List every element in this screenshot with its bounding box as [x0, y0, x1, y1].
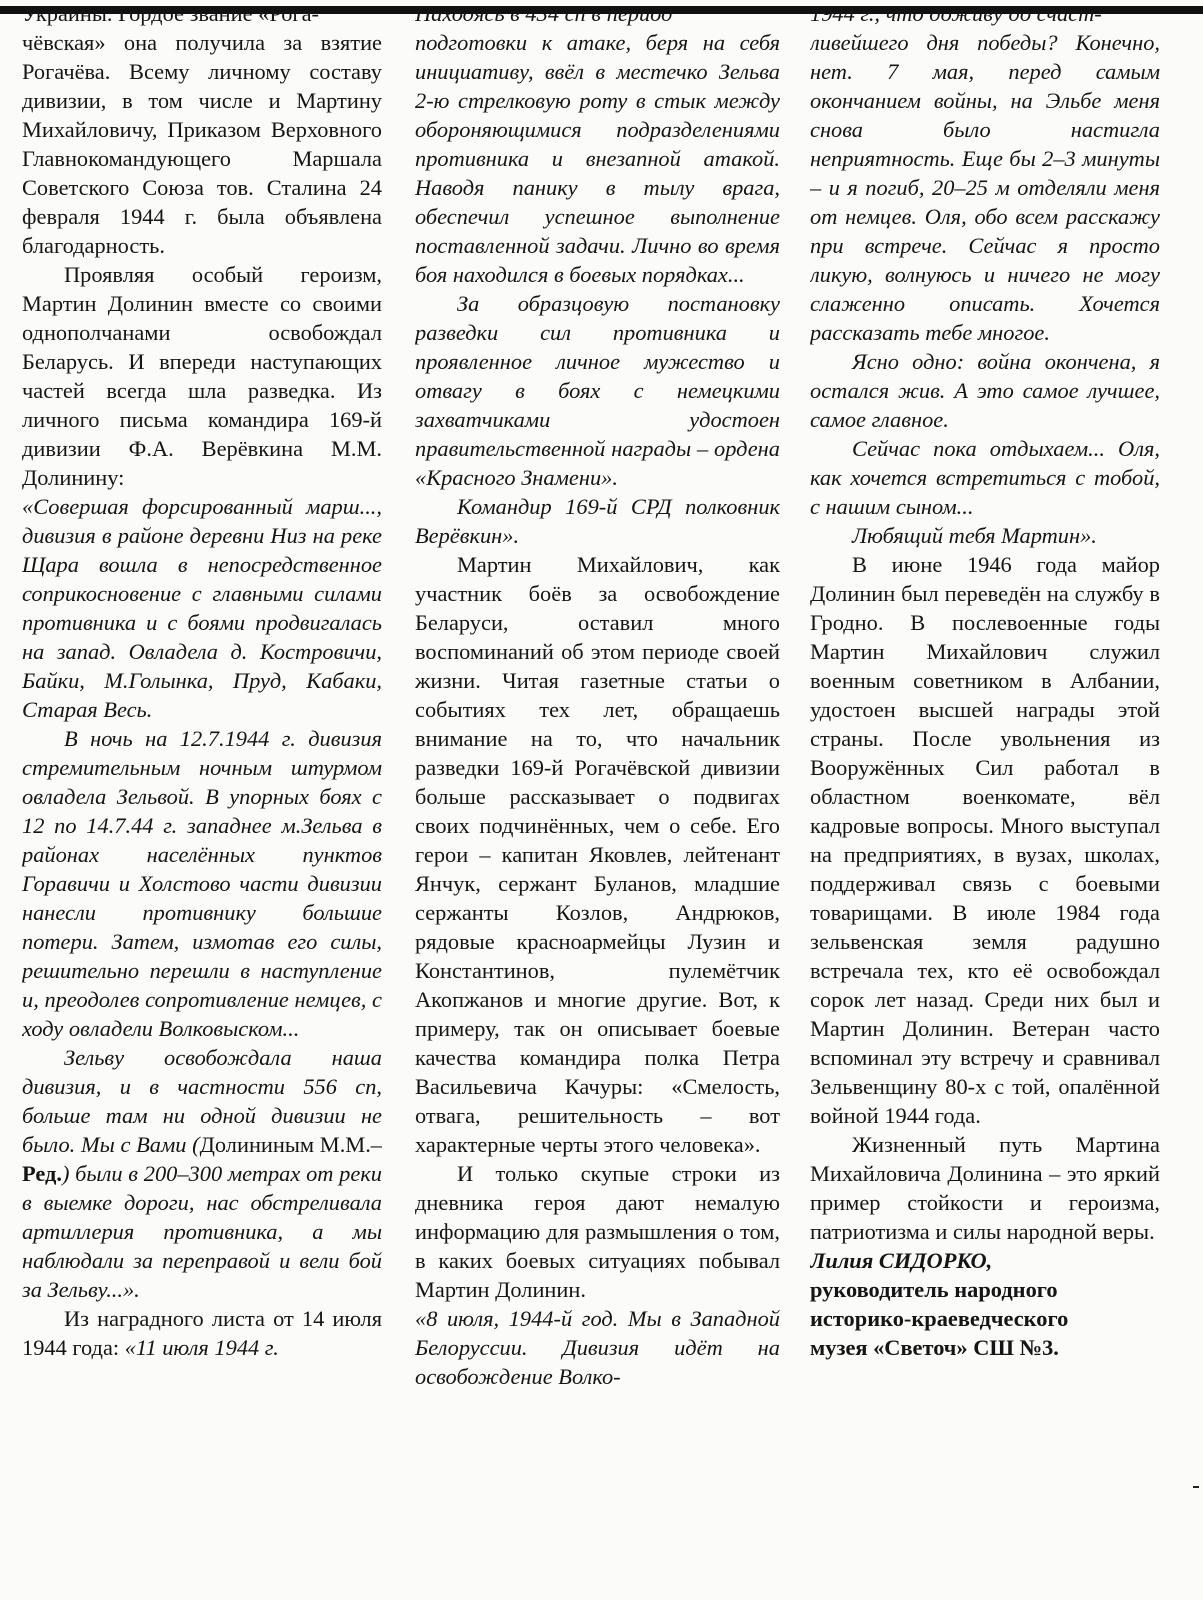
quote-paragraph: Сейчас пока отдыхаем... Оля, как хочется встретиться с тобой, с нашим сыном... — [810, 436, 1160, 519]
author-role: музея «Светоч» СШ №3. — [810, 1335, 1059, 1360]
column-3 — [810, 6, 1160, 1600]
quote-signature: Командир 169-й СРД полковник Верёвкин». — [415, 494, 780, 548]
author-role: историко-краеведческого — [810, 1306, 1069, 1331]
column-2 — [415, 6, 780, 1600]
quote-text: Зельву освобождала наша дивизия, и в частности 556 сп, больше там ни одной дивизии не было. Мы с Вами ( — [22, 1045, 382, 1157]
quote-paragraph: В ночь на 12.7.1944 г. дивизия стремительным ночным штурмом овладела Зельвой. В упорных боях с 12 по 14.7.44 г. западнее м.Зельва в районах населённых пунктов Горавичи и Холстово части дивизии нанесли противнику большие потери. Затем, измотав его силы, решительно перешли в наступление и, преодолев сопротивление немцев, с ходу овладели Волковыском... — [22, 726, 382, 1041]
quote-paragraph: «Совершая форсированный марш..., дивизия в районе деревни Низ на реке Щара вошла в непосредственное соприкосновение с главными силами противника и с боями продвигалась на запад. Овладела д. Костровичи, Байки, М.Голынка, Пруд, Кабаки, Старая Весь. — [22, 494, 382, 722]
paragraph — [22, 1304, 382, 1362]
paragraph: Жизненный путь Мартина Михайловича Долинина – это яркий пример стойкости и героизма, патриотизма и силы народной веры. — [810, 1132, 1160, 1244]
quote-text: ) были в 200–300 метрах от реки в выемке дороги, нас обстреливала артиллерия противника, а мы наблюдали за переправой и вели бой за Зельву...». — [22, 1161, 382, 1302]
quote-paragraph: ливейшего дня победы? Конечно, нет. 7 мая, перед самым окончанием войны, на Эльбе меня снова было настигла неприятность. Еще бы 2–3 минуты – и я погиб, 20–25 м отделяли меня от немцев. Оля, обо всем расскажу при встрече. Сейчас я просто ликую, волнуюсь и ничего не могу слаженно описать. Хочется рассказать тебе многое. — [810, 30, 1160, 345]
paragraph: И только скупые строки из дневника героя дают немалую информацию для размышления о том, в каких боевых ситуациях побывал Мартин Долинин. — [415, 1161, 780, 1302]
corner-mark — [1175, 8, 1197, 26]
author-name: Лилия СИДОРКО, — [810, 1248, 993, 1273]
cut-off-line: 1944 г., что доживу до счаст- — [810, 6, 1102, 26]
paragraph: Проявляя особый героизм, Мартин Долинин вместе со своими однополчанами освобождал Беларусь. И впереди наступающих частей всегда шла разведка. Из личного письма командира 169-й дивизии Ф.А. Верёвкина М.М. Долинину: — [22, 262, 382, 490]
editor-mark: Ред. — [22, 1161, 62, 1186]
paragraph: чёвская» она получила за взятие Рогачёва. Всему личному составу дивизии, в том числе и Мартину Михайловичу, Приказом Верховного Главнокомандующего Маршала Советского Союза тов. Сталина 24 февраля 1944 г. была объявлена благодарность. — [22, 30, 382, 258]
paragraph: Мартин Михайлович, как участник боёв за освобождение Беларуси, оставил много воспоминаний об этом периоде своей жизни. Читая газетные статьи о событиях тех лет, обращаешь внимание на то, что начальник разведки 169-й Рогачёвской дивизии больше рассказывает о подвигах своих подчинённых, чем о себе. Его герои – капитан Яковлев, лейтенант Янчук, сержант Буланов, младшие сержанты Козлов, Андрюков, рядовые красноармейцы Лузин и Константинов, пулемётчик Акопжанов и многие другие. Вот, к примеру, так он описывает боевые качества командира полка Петра Васильевича Качуры: «Смелость, отвага, решительность – вот характерные черты этого человека». — [415, 552, 780, 1157]
margin-mark — [1193, 1486, 1199, 1488]
author-role: руководитель народного — [810, 1277, 1058, 1302]
quote-paragraph: Ясно одно: война окончена, я остался жив. А это самое лучшее, самое главное. — [810, 349, 1160, 432]
column-1 — [22, 6, 382, 1600]
cut-off-line: Находясь в 434 сп в период — [415, 6, 673, 26]
quote-start: «11 июля 1944 г. — [124, 1335, 279, 1360]
quote-paragraph: подготовки к атаке, беря на себя инициативу, ввёл в местечко Зельва 2-ю стрелковую роту в стык между обороняющимися подразделениями противника и внезапной атакой. Наводя панику в тылу врага, обеспечил успешное выполнение поставленной задачи. Лично во время боя находился в боевых порядках... — [415, 30, 780, 287]
quote-paragraph: За образцовую постановку разведки сил противника и проявленное личное мужество и отвагу в боях с немецкими захватчиками удостоен правительственной награды – ордена «Красного Знамени». — [415, 291, 780, 490]
editor-note: Долининым М.М.– — [199, 1132, 382, 1157]
paragraph-text: Из наградного листа от 14 июля 1944 года: — [22, 1306, 382, 1360]
cut-off-line: Украины. Гордое звание «Рога- — [22, 6, 319, 26]
quote-signature: Любящий тебя Мартин». — [852, 523, 1097, 548]
quote-paragraph — [22, 1043, 382, 1304]
quote-paragraph: «8 июля, 1944-й год. Мы в Западной Белоруссии. Дивизия идёт на освобождение Волко- — [415, 1306, 780, 1389]
paragraph: В июне 1946 года майор Долинин был переведён на службу в Гродно. В послевоенные годы Мартин Михайлович служил военным советником в Албании, удостоен высшей награды этой страны. После увольнения из Вооружённых Сил работал в областном военкомате, вёл кадровые вопросы. Много выступал на предприятиях, в вузах, школах, поддерживал связь с боевыми товарищами. В июле 1984 года зельвенская земля радушно встречала тех, кто её освобождал сорок лет назад. Среди них был и Мартин Долинин. Ветеран часто вспоминал эту встречу и сравнивал Зельвенщину 80-х с той, опалённой войной 1944 года. — [810, 552, 1160, 1128]
